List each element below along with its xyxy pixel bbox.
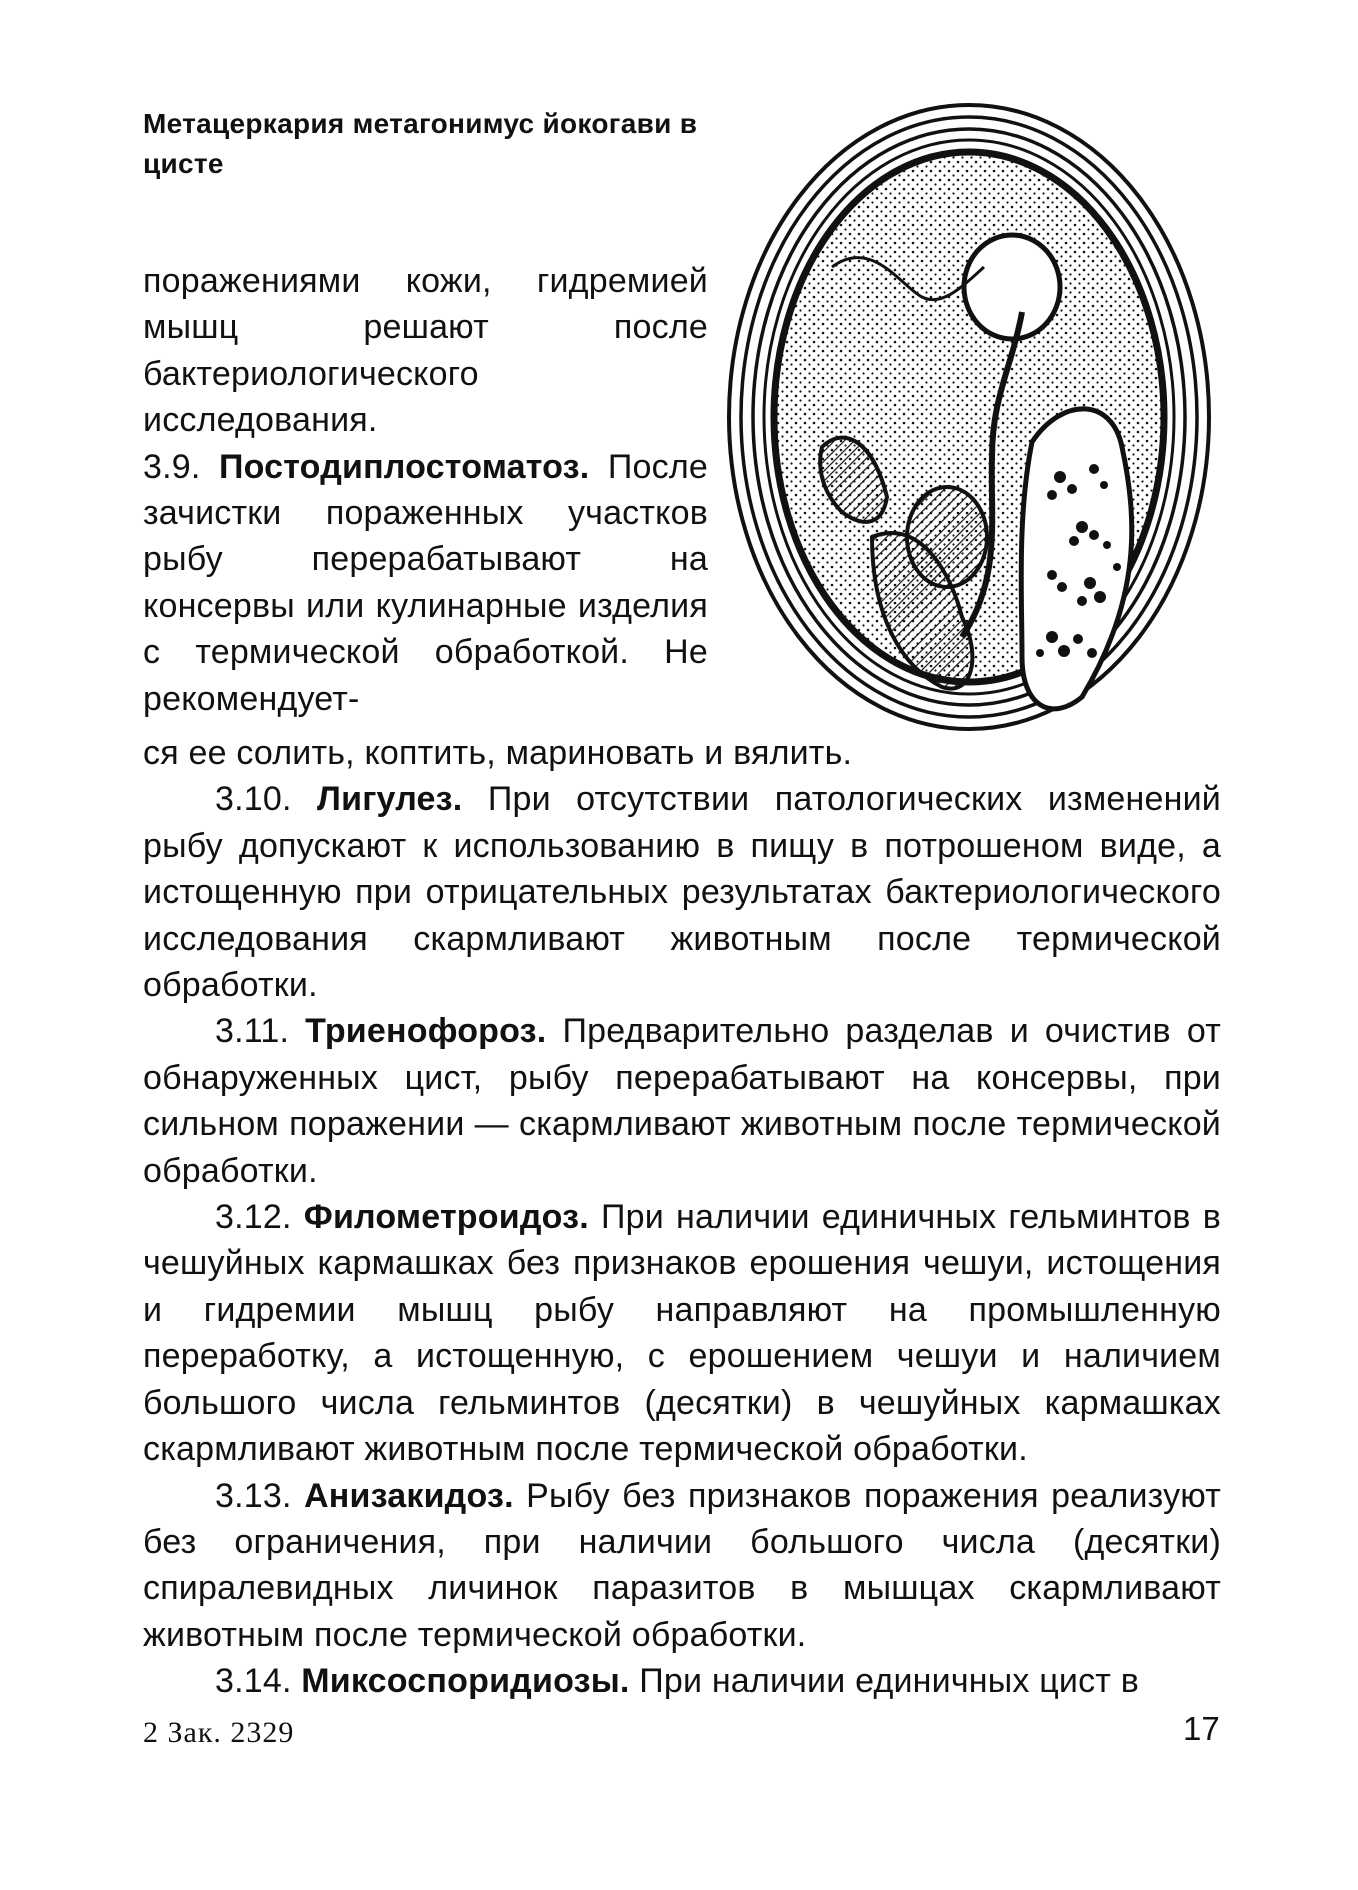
section-body: При отсутствии патологических изменений рыбу допускают к использованию в пищу в потрошеном виде, а истощенную при отрицательных результатах бактериологического исследования скармливают животным после термической обработки. — [143, 780, 1221, 1005]
section-heading: Анизакидоз. — [304, 1476, 514, 1515]
section-3-11 — [143, 1008, 1221, 1194]
section-number: 3.14. — [215, 1662, 292, 1701]
section-body: После зачистки пораженных участков рыбу перерабатывают на консервы или кулинарные изделия с термической обработкой. Не рекомендует- — [143, 447, 708, 718]
figure-caption: Метацеркария метагонимус йокогави в цисте — [143, 108, 698, 179]
section-body: Рыбу без признаков поражения реализуют без ограничения, при наличии большого числа (десятки) спиралевидных личинок паразитов в мышцах скармливают животным после термической обработки. — [143, 1476, 1222, 1654]
paragraph-continuation: поражениями кожи, гидремией мышц решают после бактериологического исследования. — [143, 262, 708, 440]
section-number: 3.9. — [143, 447, 201, 486]
section-body: Предварительно разделав и очистив от обнаруженных цист, рыбу перерабатывают на консервы, при сильном поражении — скармливают животным после термической обработки. — [143, 1012, 1221, 1190]
section-number: 3.13. — [215, 1476, 292, 1515]
section-body: При наличии единичных цист в — [639, 1662, 1139, 1701]
page-number: 17 — [1183, 1710, 1220, 1747]
metacercaria-cyst-icon — [722, 97, 1217, 737]
print-signature: 2 Зак. 2329 — [143, 1716, 295, 1749]
wide-text-column — [143, 730, 1221, 1705]
section-3-14 — [143, 1658, 1221, 1704]
section-heading: Лигулез. — [317, 780, 463, 819]
narrow-text-column — [143, 258, 708, 722]
section-3-12 — [143, 1194, 1221, 1472]
section-number: 3.10. — [215, 780, 292, 819]
section-number: 3.11. — [215, 1012, 290, 1051]
section-heading: Постодиплостоматоз. — [219, 447, 590, 486]
section-3-13 — [143, 1473, 1221, 1659]
metacercaria-cyst-figure — [722, 97, 1217, 737]
paragraph-continuation-wide: ся ее солить, коптить, мариновать и вялить. — [143, 734, 853, 772]
section-heading: Триенофороз. — [305, 1012, 547, 1051]
section-number: 3.12. — [215, 1198, 292, 1237]
section-body: При наличии единичных гельминтов в чешуйных кармашках без признаков ерошения чешуи, истощения и гидремии мышц рыбу направляют на промышленную переработку, а истощенную, с ерошением чешуи и наличием большого числа гельминтов (десятки) в чешуйных кармашках скармливают животным после термической обработки. — [143, 1198, 1221, 1469]
section-heading: Миксоспоридиозы. — [301, 1662, 630, 1701]
section-heading: Филометроидоз. — [303, 1198, 589, 1237]
section-3-10 — [143, 776, 1221, 1008]
section-3-9 — [143, 444, 708, 722]
